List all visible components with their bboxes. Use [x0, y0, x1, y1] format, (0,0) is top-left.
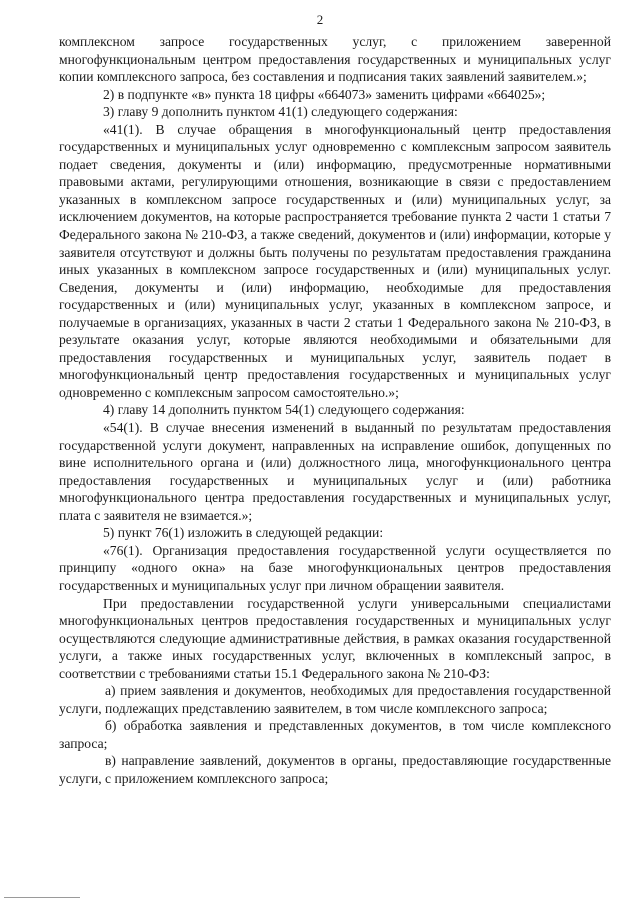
- paragraph-item-3: 3) главу 9 дополнить пунктом 41(1) следующего содержания:: [103, 104, 458, 120]
- paragraph-clause-54-1: «54(1). В случае внесения изменений в выданный по результатам предоставления государственной услуги документ, направленных на исправление ошибок, допущенных по вине исполнительного органа и (или) должностного лица, многофункционального центра предоставления государственных и муниципальных услуг и (или) работника многофункционального центра предоставления государственных и муниципальных услуг, плата с заявителя не взимается.»;: [59, 420, 611, 523]
- paragraph-subitem-v: в) направление заявлений, документов в органы, предоставляющие государственные услуги, с приложением комплексного запроса;: [59, 753, 611, 786]
- page-number: 2: [316, 12, 324, 27]
- paragraph-item-4: 4) главу 14 дополнить пунктом 54(1) следующего содержания:: [103, 402, 465, 418]
- paragraph-subitem-b: б) обработка заявления и представленных документов, в том числе комплексного запроса;: [59, 718, 611, 751]
- paragraph-clause-41-1: «41(1). В случае обращения в многофункциональный центр предоставления государственных и муниципальных услуг одновременно с комплексным запросом заявитель подает сведения, документы и (или) информацию, предусмотренные нормативными правовыми актами, регулирующими отношения, возникающие в связи с предоставлением указанных в комплексном запросе государственных и (или) муниципальных услуг, за исключением документов, на которые распространяется требование пункта 2 части 1 статьи 7 Федерального закона № 210-ФЗ, а также сведений, документов и (или) информации, которые у заявителя отсутствуют и должны быть получены по результатам предоставления гражданина иных указанных в комплексном запросе государственных и (или) муниципальных услуг. Сведения, документы и (или) информацию, необходимые для предоставления государственных и (или) муниципальных услуг, указанных в комплексном запросе, и получаемые в организациях, указанных в части 2 статьи 1 Федерального закона № 210-ФЗ, в результате оказания услуг, которые являются необходимыми и обязательными для предоставления государственных и муниципальных услуг, заявитель подает в многофункциональный центр предоставления государственных и муниципальных услуг одновременно с комплексным запросом самостоятельно.»;: [59, 121, 611, 400]
- paragraph-clause-76-1: «76(1). Организация предоставления государственной услуги осуществляется по принципу «одного окна» на базе многофункциональных центров предоставления государственных и муниципальных услуг при личном обращении заявителя.: [59, 542, 611, 593]
- footer-line: [4, 897, 80, 898]
- paragraph-subitem-a: а) прием заявления и документов, необходимых для предоставления государственной услуги, подлежащих представлению заявителем, в том числе комплексного запроса;: [59, 683, 611, 716]
- paragraph-continuation: комплексном запросе государственных услуг, с приложением заверенной многофункциональным центром предоставления государственных и муниципальных услуг копии комплексного запроса, без составления и подписания таких заявлений заявителем.»;: [59, 34, 611, 85]
- paragraph-admin-actions: При предоставлении государственной услуги универсальными специалистами многофункциональных центров предоставления государственных и муниципальных услуг осуществляются следующие административные действия, в рамках оказания государственной услуги, а также иных государственных услуг, включенных в комплексный запрос, в соответствии с требованиями статьи 15.1 Федерального закона № 210-ФЗ:: [59, 595, 611, 681]
- document-body: [59, 33, 611, 788]
- paragraph-item-5: 5) пункт 76(1) изложить в следующей редакции:: [103, 525, 384, 541]
- paragraph-item-2: 2) в подпункте «в» пункта 18 цифры «664073» заменить цифрами «664025»;: [103, 86, 546, 102]
